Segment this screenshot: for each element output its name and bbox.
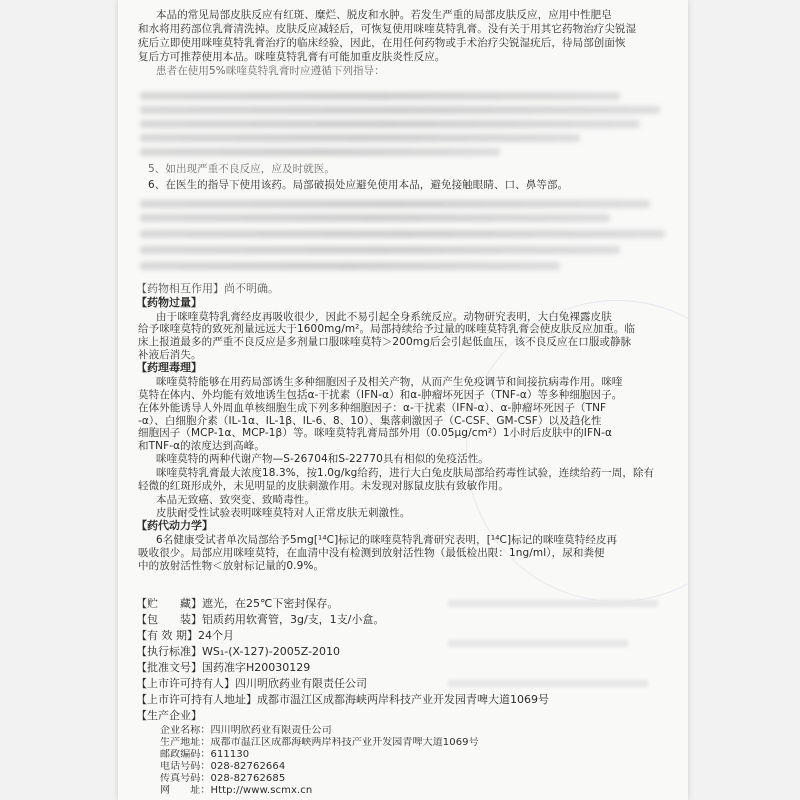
text-line: 本品无致癌、致突变、致畸毒性。 — [156, 493, 315, 506]
section-title-overdose: 【药物过量】 — [136, 295, 202, 309]
text-line: 在体外能诱导人外周血单核细胞生成下列多种细胞因子：α-干扰素（IFN-α）、α-肿瘤坏死因子（TNF — [138, 401, 607, 414]
approval-line: 【批准文号】国药准字H20030129 — [136, 661, 311, 674]
validity-line: 【有 效 期】24个月 — [136, 629, 234, 642]
text-line: 患者在使用5%咪喹莫特乳膏时应遵循下列指导： — [156, 65, 385, 77]
text-line: 中的放射活性物＜放射标记量的0.9%。 — [138, 559, 325, 572]
text-line: 轻微的红斑形成外，未见明显的皮肤刺激作用。未发现对豚鼠皮肤有致敏作用。 — [138, 479, 509, 492]
company-postcode: 邮政编码：611130 — [160, 749, 250, 760]
text-line: 和TNF-α的浓度达到高峰。 — [138, 440, 265, 453]
redacted-text — [140, 120, 640, 128]
package-line: 【包 装】铝质药用软膏管，3g/支，1支/小盒。 — [136, 613, 385, 626]
redacted-text — [140, 106, 660, 114]
redacted-text — [140, 262, 560, 270]
text-line: 6名健康受试者单次局部给予5mg[¹⁴C]标记的咪喹莫特乳膏研究表明，[¹⁴C]标记的咪喹莫特经皮再 — [156, 534, 618, 547]
text-line: 床上报道最多的严重不良反应是多剂量口服咪喹莫特＞200mg后会引起低血压，该不良反应在口服或静脉 — [138, 336, 632, 349]
redacted-text — [140, 134, 580, 142]
text-line: 5、如出现严重不良反应，应及时就医。 — [148, 163, 335, 175]
text-line: 补液后消失。 — [138, 349, 202, 362]
text-line: 由于咪喹莫特乳膏经皮再吸收很少，因此不易引起全身系统反应。动物研究表明，大白兔裸露皮肤 — [156, 310, 612, 323]
text-line: 本品的常见局部皮肤反应有红斑、糜烂、脱皮和水肿。若发生严重的局部皮肤反应，应用中性肥皂 — [156, 9, 612, 21]
text-line: 皮肤耐受性试验表明咪喹莫特对人正常皮肤无刺激性。 — [156, 506, 411, 519]
redacted-text — [140, 92, 620, 100]
text-line: 疣后立即使用咪喹莫特乳膏治疗的临床经验，因此，在用任何药物或手术治疗尖锐湿疣后，待局部创面恢 — [138, 37, 626, 49]
section-title-manufacturer: 【生产企业】 — [136, 709, 202, 722]
text-line: 给予咪喹莫特的致死剂量远远大于1600mg/m²。局部持续给予过量的咪喹莫特乳膏会使皮肤反应加重。临 — [138, 323, 636, 336]
section-title-pharmacokinetics: 【药代动力学】 — [136, 519, 213, 533]
text-line: 吸收很少。局部应用咪喹莫特，在血清中没有检测到放射活性物（最低检出限：1ng/ml），尿和粪便 — [138, 547, 605, 560]
text-line: 复后方可推荐使用本品。咪喹莫特乳膏有可能加重皮肤炎性反应。 — [138, 51, 446, 63]
text-line: 咪喹莫特能够在用药局部诱生多种细胞因子及相关产物，从而产生免疫调节和间接抗病毒作用。咪喹 — [156, 375, 623, 388]
company-address: 生产地址：成都市温江区成都海峡两岸科技产业开发园青啤大道1069号 — [160, 737, 479, 748]
text-line: -α）、白细胞介素（IL-1α、IL-1β、IL-6、8、10）、集落刺激因子（C-CSF、GM-CSF）以及趋化性 — [138, 414, 602, 427]
text-line: 细胞因子（MCP-1α、MCP-1β）等。咪喹莫特乳膏局部外用（0.05μg/cm²）1小时后皮肤中的IFN-α — [138, 427, 612, 440]
standard-line: 【执行标准】WS₁-(X-127)-2005Z-2010 — [136, 645, 341, 658]
text-line: 莫特在体内、外均能有效地诱生包括α-干扰素（IFN-α）和α-肿瘤坏死因子（TNF-α）等多种细胞因子。 — [138, 388, 623, 401]
leaflet-sheet — [118, 0, 688, 800]
interaction-line: 【药物相互作用】尚不明确。 — [136, 282, 279, 295]
redacted-text — [140, 214, 610, 222]
redacted-text — [140, 200, 650, 208]
holder-line: 【上市许可持有人】四川明欣药业有限责任公司 — [136, 677, 367, 690]
company-website: 网 址：Http://www.scmx.cn — [160, 785, 313, 796]
company-fax: 传真号码：028-82762685 — [160, 773, 286, 784]
section-title-pharmacology: 【药理毒理】 — [136, 361, 202, 375]
text-line: 咪喹莫特乳膏最大浓度18.3%，按1.0g/kg给药，进行大白兔皮肤局部给药毒性试验，连续给药一周，除有 — [156, 467, 655, 480]
storage-line: 【贮 藏】遮光，在25℃下密封保存。 — [136, 597, 339, 610]
redacted-text — [140, 148, 500, 156]
text-line: 咪喹莫特的两种代谢产物—S-26704和S-22770具有相似的免疫活性。 — [156, 453, 489, 466]
redacted-text — [140, 230, 665, 238]
holder-address-line: 【上市许可持有人地址】成都市温江区成都海峡两岸科技产业开发园青啤大道1069号 — [136, 693, 549, 706]
text-line: 和水将用药部位乳膏清洗掉。皮肤反应减轻后，可恢复使用咪喹莫特乳膏。没有关于用其它药物治疗尖锐湿 — [138, 23, 637, 35]
company-name: 企业名称：四川明欣药业有限责任公司 — [160, 725, 332, 736]
text-line: 6、在医生的指导下使用该药。局部破损处应避免使用本品，避免接触眼睛、口、鼻等部。 — [148, 179, 569, 191]
company-phone: 电话号码：028-82762664 — [160, 761, 286, 772]
redacted-text — [140, 246, 620, 254]
